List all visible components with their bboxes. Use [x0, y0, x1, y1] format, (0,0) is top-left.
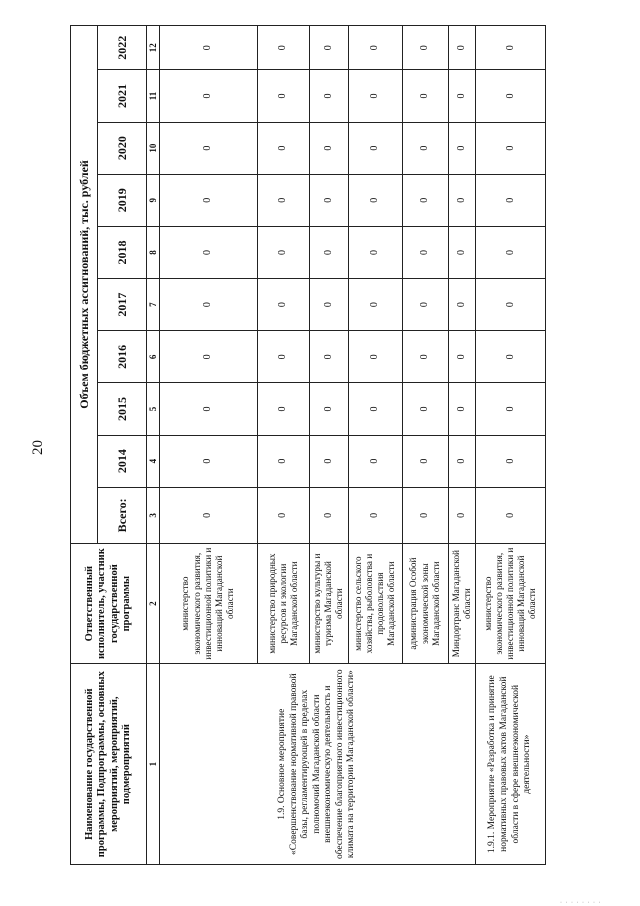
- executor-name: министерство сельского хозяйства, рыболовства и продовольствия Магаданской области: [348, 543, 402, 663]
- value-year: 0: [258, 435, 310, 487]
- value-year: 0: [402, 26, 448, 70]
- table-row: [476, 26, 546, 865]
- column-number: 7: [147, 279, 160, 331]
- value-year: 0: [348, 174, 402, 226]
- value-year: 0: [160, 174, 258, 226]
- column-number: 1: [147, 664, 160, 865]
- value-year: 0: [476, 279, 546, 331]
- header-year: 2015: [98, 383, 147, 435]
- value-year: 0: [160, 279, 258, 331]
- value-year: 0: [310, 435, 349, 487]
- value-year: 0: [448, 279, 475, 331]
- value-year: 0: [160, 331, 258, 383]
- header-year: 2014: [98, 435, 147, 487]
- table-body: [160, 26, 546, 865]
- value-year: 0: [448, 331, 475, 383]
- value-year: 0: [402, 435, 448, 487]
- value-year: 0: [160, 383, 258, 435]
- value-total: 0: [258, 487, 310, 543]
- header-year: 2016: [98, 331, 147, 383]
- executor-name: министерство экономического развития, инвестиционной политики и инноваций Магаданской области: [160, 543, 258, 663]
- column-number: 6: [147, 331, 160, 383]
- value-year: 0: [310, 331, 349, 383]
- value-year: 0: [310, 279, 349, 331]
- header-total: Всего:: [98, 487, 147, 543]
- executor-name: администрация Особой экономической зоны Магаданской области: [402, 543, 448, 663]
- column-number: 2: [147, 543, 160, 663]
- value-year: 0: [348, 70, 402, 122]
- value-year: 0: [348, 226, 402, 278]
- value-year: 0: [310, 226, 349, 278]
- value-year: 0: [402, 279, 448, 331]
- value-year: 0: [476, 26, 546, 70]
- header-year: 2019: [98, 174, 147, 226]
- value-year: 0: [258, 331, 310, 383]
- measure-name: 1.9.1. Мероприятие «Разработка и принятие нормативных правовых актов Магаданской области в сфере внешнеэкономической деятельности»: [476, 664, 546, 865]
- value-year: 0: [402, 122, 448, 174]
- value-year: 0: [402, 331, 448, 383]
- value-year: 0: [402, 226, 448, 278]
- column-number: 3: [147, 487, 160, 543]
- value-year: 0: [476, 383, 546, 435]
- value-year: 0: [258, 383, 310, 435]
- header-name: Наименование государственной программы, Подпрограммы, основных мероприятий, мероприятий, подмероприятий: [71, 664, 147, 865]
- value-year: 0: [348, 122, 402, 174]
- value-year: 0: [310, 70, 349, 122]
- header-year: 2017: [98, 279, 147, 331]
- value-year: 0: [402, 383, 448, 435]
- column-number: 9: [147, 174, 160, 226]
- value-total: 0: [476, 487, 546, 543]
- value-year: 0: [348, 331, 402, 383]
- value-year: 0: [448, 383, 475, 435]
- header-executor: Ответственный исполнитель, участник государственной программы: [71, 543, 147, 663]
- value-total: 0: [310, 487, 349, 543]
- value-year: 0: [476, 226, 546, 278]
- value-year: 0: [160, 26, 258, 70]
- value-year: 0: [448, 122, 475, 174]
- executor-name: министерство природных ресурсов и экологии Магаданской области: [258, 543, 310, 663]
- value-year: 0: [258, 122, 310, 174]
- value-year: 0: [160, 435, 258, 487]
- value-year: 0: [160, 122, 258, 174]
- value-year: 0: [476, 435, 546, 487]
- value-year: 0: [476, 70, 546, 122]
- value-total: 0: [348, 487, 402, 543]
- table-row: [160, 26, 258, 865]
- value-total: 0: [448, 487, 475, 543]
- value-year: 0: [160, 226, 258, 278]
- value-year: 0: [310, 174, 349, 226]
- scan-artifact: · · · · · · · ·: [560, 900, 602, 906]
- executor-name: Миндортранс Магаданской области: [448, 543, 475, 663]
- value-year: 0: [310, 26, 349, 70]
- value-year: 0: [348, 435, 402, 487]
- value-year: 0: [448, 174, 475, 226]
- value-year: 0: [258, 279, 310, 331]
- budget-table: [70, 25, 546, 865]
- column-number: 10: [147, 122, 160, 174]
- value-year: 0: [348, 26, 402, 70]
- value-year: 0: [476, 122, 546, 174]
- header-year: 2022: [98, 26, 147, 70]
- executor-name: министерство экономического развития, инвестиционной политики и инноваций Магаданской области: [476, 543, 546, 663]
- value-year: 0: [258, 174, 310, 226]
- value-total: 0: [160, 487, 258, 543]
- value-year: 0: [258, 226, 310, 278]
- value-year: 0: [402, 70, 448, 122]
- header-year: 2021: [98, 70, 147, 122]
- column-number: 12: [147, 26, 160, 70]
- column-number: 11: [147, 70, 160, 122]
- value-year: 0: [448, 26, 475, 70]
- column-number: 4: [147, 435, 160, 487]
- value-year: 0: [476, 174, 546, 226]
- value-year: 0: [160, 70, 258, 122]
- header-year: 2020: [98, 122, 147, 174]
- value-year: 0: [448, 226, 475, 278]
- value-year: 0: [310, 122, 349, 174]
- header-year: 2018: [98, 226, 147, 278]
- measure-name: 1.9. Основное мероприятие «Совершенствование нормативной правовой базы, регламентирующей в пределах полномочий Магаданской области внешнеэкономическую деятельность и обеспечение благоприятного инвестиционного климата на территории Магаданской области»: [160, 664, 476, 865]
- rotated-table-container: [70, 25, 538, 865]
- column-number: 5: [147, 383, 160, 435]
- value-total: 0: [402, 487, 448, 543]
- value-year: 0: [258, 26, 310, 70]
- value-year: 0: [402, 174, 448, 226]
- value-year: 0: [310, 383, 349, 435]
- value-year: 0: [258, 70, 310, 122]
- value-year: 0: [448, 435, 475, 487]
- value-year: 0: [348, 279, 402, 331]
- page-number: 20: [30, 440, 46, 455]
- executor-name: министерство культуры и туризма Магаданской области: [310, 543, 349, 663]
- header-budget-group: Объем бюджетных ассигнований, тыс. рублей: [71, 26, 98, 544]
- value-year: 0: [348, 383, 402, 435]
- value-year: 0: [448, 70, 475, 122]
- value-year: 0: [476, 331, 546, 383]
- column-number: 8: [147, 226, 160, 278]
